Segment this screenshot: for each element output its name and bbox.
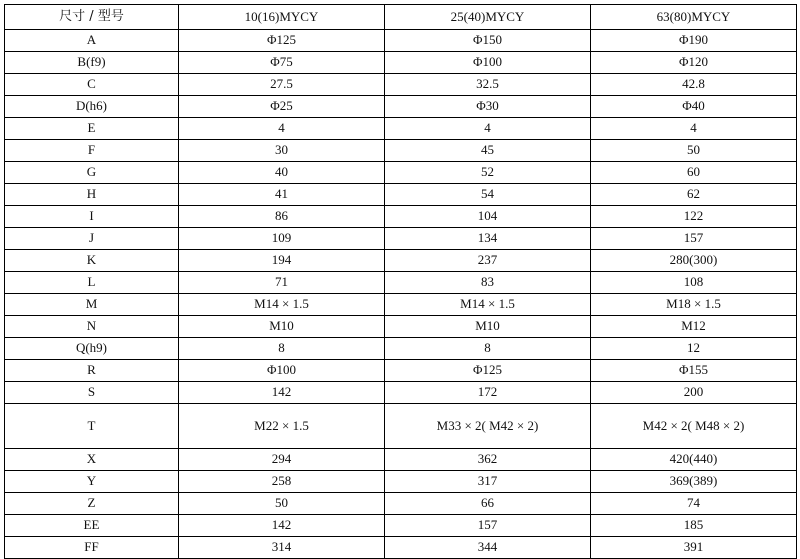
table-cell: 294 <box>179 449 385 471</box>
row-label: B(f9) <box>5 52 179 74</box>
table-row <box>5 338 797 360</box>
table-row <box>5 515 797 537</box>
column-header-model-1: 10(16)MYCY <box>179 5 385 30</box>
row-label: FF <box>5 537 179 559</box>
table-cell: Φ25 <box>179 96 385 118</box>
table-cell: 62 <box>591 184 797 206</box>
table-header-row <box>5 5 797 30</box>
table-cell: 142 <box>179 515 385 537</box>
row-label: D(h6) <box>5 96 179 118</box>
column-header-model-2: 25(40)MYCY <box>385 5 591 30</box>
row-label: Y <box>5 471 179 493</box>
row-label: H <box>5 184 179 206</box>
row-label: A <box>5 30 179 52</box>
table-cell: Φ30 <box>385 96 591 118</box>
row-label: C <box>5 74 179 96</box>
table-cell: 362 <box>385 449 591 471</box>
table-row <box>5 228 797 250</box>
table-cell: 420(440) <box>591 449 797 471</box>
table-row <box>5 537 797 559</box>
table-cell: 40 <box>179 162 385 184</box>
table-cell: M14 × 1.5 <box>385 294 591 316</box>
table-row <box>5 74 797 96</box>
row-label: G <box>5 162 179 184</box>
row-label: Z <box>5 493 179 515</box>
table-row <box>5 140 797 162</box>
table-row <box>5 162 797 184</box>
table-cell: Φ125 <box>385 360 591 382</box>
row-label: EE <box>5 515 179 537</box>
row-label: F <box>5 140 179 162</box>
row-label: T <box>5 404 179 449</box>
table-cell: 369(389) <box>591 471 797 493</box>
row-label: M <box>5 294 179 316</box>
specification-table <box>4 4 797 559</box>
table-row <box>5 404 797 449</box>
table-cell: Φ125 <box>179 30 385 52</box>
table-cell: 8 <box>385 338 591 360</box>
row-label: J <box>5 228 179 250</box>
table-cell: 4 <box>179 118 385 140</box>
table-cell: 172 <box>385 382 591 404</box>
table-cell: 83 <box>385 272 591 294</box>
table-cell: Φ150 <box>385 30 591 52</box>
table-cell: 66 <box>385 493 591 515</box>
row-label: I <box>5 206 179 228</box>
table-cell: 4 <box>385 118 591 140</box>
table-cell: 86 <box>179 206 385 228</box>
table-cell: 142 <box>179 382 385 404</box>
table-row <box>5 206 797 228</box>
table-body <box>5 5 797 559</box>
table-cell: 41 <box>179 184 385 206</box>
table-row <box>5 449 797 471</box>
row-label: E <box>5 118 179 140</box>
table-row <box>5 118 797 140</box>
table-cell: Φ75 <box>179 52 385 74</box>
table-cell: 200 <box>591 382 797 404</box>
table-row <box>5 360 797 382</box>
column-header-model-3: 63(80)MYCY <box>591 5 797 30</box>
table-cell: 54 <box>385 184 591 206</box>
table-cell: M33 × 2( M42 × 2) <box>385 404 591 449</box>
table-cell: 157 <box>385 515 591 537</box>
table-cell: 4 <box>591 118 797 140</box>
table-cell: M10 <box>179 316 385 338</box>
table-cell: 32.5 <box>385 74 591 96</box>
table-row <box>5 96 797 118</box>
row-label: Q(h9) <box>5 338 179 360</box>
table-cell: 344 <box>385 537 591 559</box>
table-cell: 104 <box>385 206 591 228</box>
table-cell: 280(300) <box>591 250 797 272</box>
table-row <box>5 250 797 272</box>
table-cell: 237 <box>385 250 591 272</box>
column-header-size-model: 尺寸 / 型号 <box>5 5 179 30</box>
table-row <box>5 294 797 316</box>
table-row <box>5 30 797 52</box>
table-cell: 108 <box>591 272 797 294</box>
table-row <box>5 184 797 206</box>
table-cell: Φ155 <box>591 360 797 382</box>
table-cell: Φ120 <box>591 52 797 74</box>
table-cell: 317 <box>385 471 591 493</box>
row-label: K <box>5 250 179 272</box>
table-cell: M42 × 2( M48 × 2) <box>591 404 797 449</box>
table-cell: 27.5 <box>179 74 385 96</box>
table-row <box>5 272 797 294</box>
table-cell: 71 <box>179 272 385 294</box>
table-cell: Φ190 <box>591 30 797 52</box>
table-cell: Φ100 <box>385 52 591 74</box>
table-cell: M10 <box>385 316 591 338</box>
table-cell: 109 <box>179 228 385 250</box>
table-cell: Φ100 <box>179 360 385 382</box>
table-cell: 45 <box>385 140 591 162</box>
row-label: L <box>5 272 179 294</box>
table-cell: 30 <box>179 140 385 162</box>
row-label: X <box>5 449 179 471</box>
table-cell: 50 <box>179 493 385 515</box>
table-cell: M18 × 1.5 <box>591 294 797 316</box>
table-cell: 8 <box>179 338 385 360</box>
table-cell: 157 <box>591 228 797 250</box>
table-cell: 185 <box>591 515 797 537</box>
table-row <box>5 316 797 338</box>
row-label: N <box>5 316 179 338</box>
table-cell: M22 × 1.5 <box>179 404 385 449</box>
table-cell: 194 <box>179 250 385 272</box>
table-cell: 12 <box>591 338 797 360</box>
table-cell: 314 <box>179 537 385 559</box>
table-cell: 52 <box>385 162 591 184</box>
table-cell: 134 <box>385 228 591 250</box>
table-row <box>5 493 797 515</box>
table-row <box>5 382 797 404</box>
table-cell: 122 <box>591 206 797 228</box>
table-cell: 50 <box>591 140 797 162</box>
table-cell: Φ40 <box>591 96 797 118</box>
table-row <box>5 52 797 74</box>
table-cell: 391 <box>591 537 797 559</box>
table-row <box>5 471 797 493</box>
table-cell: 42.8 <box>591 74 797 96</box>
table-cell: 258 <box>179 471 385 493</box>
row-label: S <box>5 382 179 404</box>
row-label: R <box>5 360 179 382</box>
table-cell: M14 × 1.5 <box>179 294 385 316</box>
table-cell: 74 <box>591 493 797 515</box>
table-cell: M12 <box>591 316 797 338</box>
table-cell: 60 <box>591 162 797 184</box>
